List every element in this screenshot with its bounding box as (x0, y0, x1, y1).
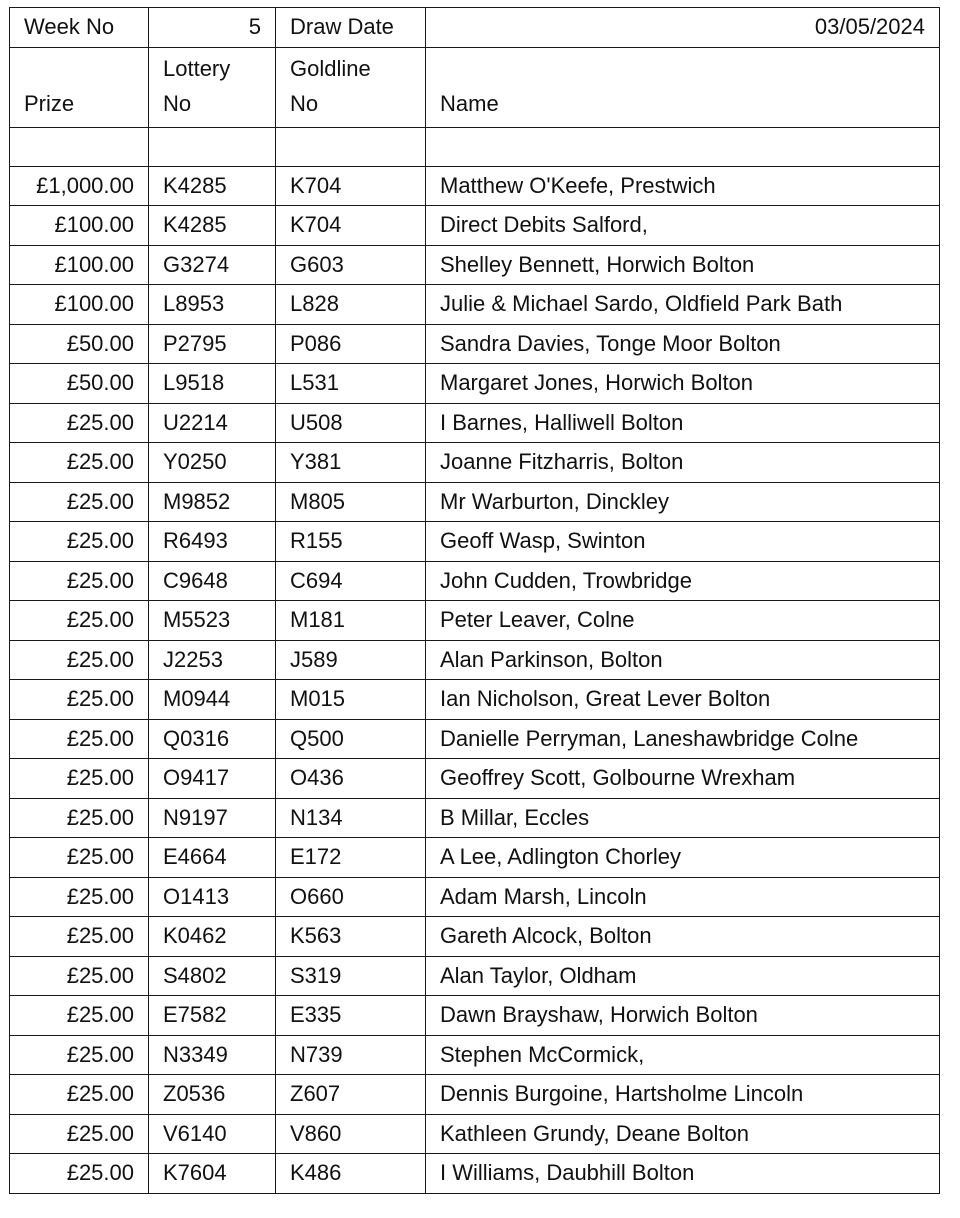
winner-row (10, 1154, 940, 1194)
winner-name-cell: A Lee, Adlington Chorley (426, 838, 940, 878)
winner-row (10, 1075, 940, 1115)
goldline-no-cell: S319 (276, 956, 426, 996)
week-label: Week No (10, 8, 149, 48)
results-table (9, 7, 940, 1194)
lottery-no-cell: E7582 (149, 996, 276, 1036)
lottery-no-cell: K7604 (149, 1154, 276, 1194)
prize-cell: £25.00 (10, 838, 149, 878)
meta-row (10, 8, 940, 48)
winner-row (10, 403, 940, 443)
goldline-no-cell: E172 (276, 838, 426, 878)
goldline-no-cell: M181 (276, 601, 426, 641)
winner-name-cell: Dennis Burgoine, Hartsholme Lincoln (426, 1075, 940, 1115)
goldline-no-cell: P086 (276, 324, 426, 364)
prize-cell: £100.00 (10, 285, 149, 325)
goldline-no-cell: O660 (276, 877, 426, 917)
prize-cell: £25.00 (10, 522, 149, 562)
prize-cell: £25.00 (10, 917, 149, 957)
winner-row (10, 759, 940, 799)
lottery-no-cell: J2253 (149, 640, 276, 680)
goldline-no-cell: M805 (276, 482, 426, 522)
lottery-no-cell: P2795 (149, 324, 276, 364)
winner-name-cell: I Barnes, Halliwell Bolton (426, 403, 940, 443)
winner-name-cell: Mr Warburton, Dinckley (426, 482, 940, 522)
prize-cell: £25.00 (10, 561, 149, 601)
goldline-header-line2: No (290, 90, 319, 116)
prize-cell: £25.00 (10, 443, 149, 483)
lottery-no-cell: N9197 (149, 798, 276, 838)
goldline-header-line1: Goldline (290, 55, 371, 81)
blank-cell (276, 127, 426, 166)
blank-row (10, 127, 940, 166)
prize-cell: £25.00 (10, 956, 149, 996)
blank-cell (149, 127, 276, 166)
winner-name-cell: Alan Parkinson, Bolton (426, 640, 940, 680)
lottery-no-cell: K0462 (149, 917, 276, 957)
blank-cell (426, 127, 940, 166)
winner-name-cell: Dawn Brayshaw, Horwich Bolton (426, 996, 940, 1036)
goldline-no-cell: K704 (276, 166, 426, 206)
goldline-no-cell: M015 (276, 680, 426, 720)
goldline-no-cell: K486 (276, 1154, 426, 1194)
prize-cell: £50.00 (10, 364, 149, 404)
lottery-header-line1: Lottery (163, 55, 231, 81)
winner-row (10, 877, 940, 917)
lottery-no-cell: R6493 (149, 522, 276, 562)
winner-name-cell: B Millar, Eccles (426, 798, 940, 838)
winner-row (10, 482, 940, 522)
winner-row (10, 601, 940, 641)
draw-date-value: 03/05/2024 (426, 8, 940, 48)
winner-name-cell: Geoff Wasp, Swinton (426, 522, 940, 562)
prize-cell: £25.00 (10, 1114, 149, 1154)
prize-column-header: Prize (10, 47, 149, 127)
lottery-no-cell: Z0536 (149, 1075, 276, 1115)
lottery-no-cell: M5523 (149, 601, 276, 641)
winner-row (10, 206, 940, 246)
goldline-no-cell: R155 (276, 522, 426, 562)
winner-name-cell: Alan Taylor, Oldham (426, 956, 940, 996)
lottery-no-cell: E4664 (149, 838, 276, 878)
goldline-no-cell: K704 (276, 206, 426, 246)
winner-name-cell: Ian Nicholson, Great Lever Bolton (426, 680, 940, 720)
goldline-no-cell: G603 (276, 245, 426, 285)
prize-cell: £25.00 (10, 1075, 149, 1115)
lottery-no-cell: U2214 (149, 403, 276, 443)
lottery-no-cell: C9648 (149, 561, 276, 601)
winner-name-cell: Matthew O'Keefe, Prestwich (426, 166, 940, 206)
column-header-row (10, 47, 940, 127)
winner-name-cell: Geoffrey Scott, Golbourne Wrexham (426, 759, 940, 799)
lottery-no-cell: S4802 (149, 956, 276, 996)
name-column-header: Name (426, 47, 940, 127)
prize-cell: £25.00 (10, 640, 149, 680)
goldline-no-cell: J589 (276, 640, 426, 680)
winner-row (10, 956, 940, 996)
winner-row (10, 443, 940, 483)
goldline-no-cell: L531 (276, 364, 426, 404)
winner-name-cell: Danielle Perryman, Laneshawbridge Colne (426, 719, 940, 759)
results-table-body (10, 8, 940, 1194)
prize-cell: £100.00 (10, 206, 149, 246)
goldline-no-cell: Y381 (276, 443, 426, 483)
prize-cell: £50.00 (10, 324, 149, 364)
winner-row (10, 561, 940, 601)
winner-row (10, 798, 940, 838)
winner-row (10, 245, 940, 285)
winner-row (10, 640, 940, 680)
goldline-no-cell: L828 (276, 285, 426, 325)
goldline-no-cell: K563 (276, 917, 426, 957)
winner-row (10, 917, 940, 957)
prize-cell: £1,000.00 (10, 166, 149, 206)
winner-row (10, 680, 940, 720)
winner-row (10, 838, 940, 878)
prize-cell: £25.00 (10, 798, 149, 838)
winner-row (10, 285, 940, 325)
prize-cell: £25.00 (10, 996, 149, 1036)
lottery-no-cell: G3274 (149, 245, 276, 285)
winner-name-cell: Adam Marsh, Lincoln (426, 877, 940, 917)
goldline-no-column-header (276, 47, 426, 127)
lottery-no-cell: O1413 (149, 877, 276, 917)
blank-cell (10, 127, 149, 166)
lottery-no-cell: L9518 (149, 364, 276, 404)
goldline-no-cell: O436 (276, 759, 426, 799)
prize-cell: £25.00 (10, 877, 149, 917)
lottery-no-cell: Q0316 (149, 719, 276, 759)
prize-cell: £25.00 (10, 680, 149, 720)
lottery-no-cell: V6140 (149, 1114, 276, 1154)
lottery-no-column-header (149, 47, 276, 127)
prize-cell: £25.00 (10, 1035, 149, 1075)
winner-name-cell: Kathleen Grundy, Deane Bolton (426, 1114, 940, 1154)
prize-cell: £25.00 (10, 759, 149, 799)
goldline-no-cell: U508 (276, 403, 426, 443)
lottery-no-cell: K4285 (149, 166, 276, 206)
winner-name-cell: Shelley Bennett, Horwich Bolton (426, 245, 940, 285)
winner-row (10, 364, 940, 404)
winner-name-cell: Joanne Fitzharris, Bolton (426, 443, 940, 483)
winner-name-cell: Margaret Jones, Horwich Bolton (426, 364, 940, 404)
winner-name-cell: Peter Leaver, Colne (426, 601, 940, 641)
winner-name-cell: John Cudden, Trowbridge (426, 561, 940, 601)
lottery-no-cell: K4285 (149, 206, 276, 246)
goldline-no-cell: N739 (276, 1035, 426, 1075)
winner-row (10, 1035, 940, 1075)
winner-name-cell: Gareth Alcock, Bolton (426, 917, 940, 957)
prize-cell: £25.00 (10, 1154, 149, 1194)
goldline-no-cell: C694 (276, 561, 426, 601)
winner-name-cell: I Williams, Daubhill Bolton (426, 1154, 940, 1194)
winner-row (10, 719, 940, 759)
winner-name-cell: Direct Debits Salford, (426, 206, 940, 246)
goldline-no-cell: N134 (276, 798, 426, 838)
lottery-no-cell: Y0250 (149, 443, 276, 483)
goldline-no-cell: E335 (276, 996, 426, 1036)
lottery-header-line2: No (163, 90, 192, 116)
draw-date-label: Draw Date (276, 8, 426, 48)
lottery-no-cell: O9417 (149, 759, 276, 799)
lottery-no-cell: M9852 (149, 482, 276, 522)
winner-row (10, 522, 940, 562)
week-value: 5 (149, 8, 276, 48)
goldline-no-cell: Q500 (276, 719, 426, 759)
lottery-no-cell: N3349 (149, 1035, 276, 1075)
winner-row (10, 166, 940, 206)
goldline-no-cell: V860 (276, 1114, 426, 1154)
winner-name-cell: Julie & Michael Sardo, Oldfield Park Bath (426, 285, 940, 325)
winner-row (10, 1114, 940, 1154)
winner-name-cell: Stephen McCormick, (426, 1035, 940, 1075)
prize-cell: £25.00 (10, 719, 149, 759)
goldline-no-cell: Z607 (276, 1075, 426, 1115)
lottery-no-cell: M0944 (149, 680, 276, 720)
prize-cell: £25.00 (10, 482, 149, 522)
prize-cell: £25.00 (10, 601, 149, 641)
prize-cell: £25.00 (10, 403, 149, 443)
lottery-no-cell: L8953 (149, 285, 276, 325)
winner-row (10, 324, 940, 364)
winner-name-cell: Sandra Davies, Tonge Moor Bolton (426, 324, 940, 364)
prize-cell: £100.00 (10, 245, 149, 285)
winner-row (10, 996, 940, 1036)
